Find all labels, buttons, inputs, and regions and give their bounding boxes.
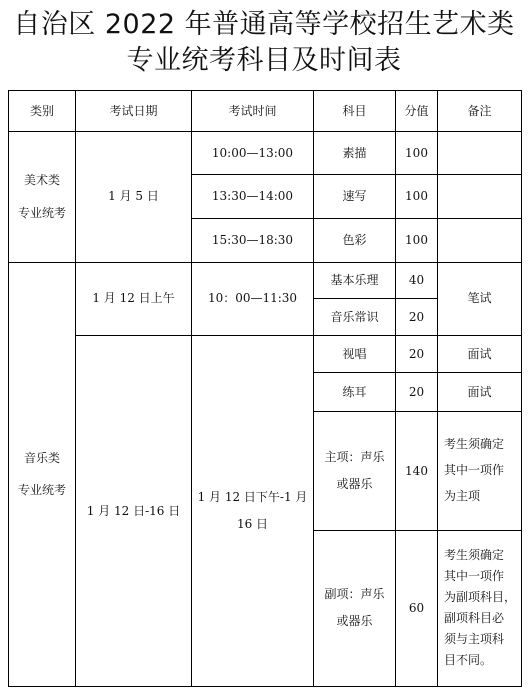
music-major-subject-cell xyxy=(314,411,396,530)
header-date: 考试日期 xyxy=(76,91,192,132)
music-date-range-cell: 1 月 12 日-16 日 xyxy=(76,335,192,686)
music-subject-cell: 练耳 xyxy=(314,373,396,412)
note-line: 目不同。 xyxy=(444,653,493,668)
music-note-cell: 面试 xyxy=(438,373,522,412)
music-minor-note-cell xyxy=(438,530,522,686)
music-time-range-line1: 1 月 12 日下午-1 月 xyxy=(197,489,308,504)
exam-schedule-table xyxy=(8,90,522,687)
note-line: 副项科目必 xyxy=(444,611,505,626)
music-major-subject-line2: 或器乐 xyxy=(336,476,373,491)
art-score-cell: 100 xyxy=(396,131,438,175)
art-time-cell: 10:00—13:00 xyxy=(192,131,314,175)
music-category-line2: 专业统考 xyxy=(17,483,66,498)
art-note-cell xyxy=(438,131,522,175)
music-time-range-line2: 16 日 xyxy=(236,516,269,531)
note-line: 其中一项作 xyxy=(444,462,505,477)
music-category-line1: 音乐类 xyxy=(23,450,60,465)
music-time-am-cell: 10：00—11:30 xyxy=(192,262,314,335)
music-major-note-cell xyxy=(438,411,522,530)
page-title-line1: 自治区 2022 年普通高等学校招生艺术类 xyxy=(13,9,515,40)
art-score-cell: 100 xyxy=(396,218,438,262)
header-subject: 科目 xyxy=(314,91,396,132)
art-time-cell: 13:30—14:00 xyxy=(192,175,314,219)
music-subject-cell: 基本乐理 xyxy=(314,262,396,299)
music-score-cell: 20 xyxy=(396,299,438,336)
note-line: 为副项科目， xyxy=(444,590,517,605)
header-note: 备注 xyxy=(438,91,522,132)
table-row xyxy=(9,262,522,299)
note-line: 须与主项科 xyxy=(444,632,505,647)
music-minor-subject-line1: 副项：声乐 xyxy=(324,587,385,602)
art-note-cell xyxy=(438,218,522,262)
note-line: 为主项 xyxy=(444,488,481,503)
music-date-am-cell: 1 月 12 日上午 xyxy=(76,262,192,335)
header-row xyxy=(9,91,522,132)
art-date-cell: 1 月 5 日 xyxy=(76,131,192,262)
music-major-score-cell: 140 xyxy=(396,411,438,530)
art-category-line2: 专业统考 xyxy=(17,205,66,220)
art-subject-cell: 速写 xyxy=(314,175,396,219)
music-subject-cell: 视唱 xyxy=(314,335,396,373)
music-minor-subject-line2: 或器乐 xyxy=(336,614,373,629)
music-note-written: 笔试 xyxy=(438,262,522,335)
music-score-cell: 40 xyxy=(396,262,438,299)
table-row xyxy=(9,335,522,373)
note-line: 其中一项作 xyxy=(444,569,505,584)
art-category-cell xyxy=(9,131,76,262)
music-time-range-cell xyxy=(192,335,314,686)
page-title-line2: 专业统考科目及时间表 xyxy=(126,45,402,76)
music-score-cell: 20 xyxy=(396,335,438,373)
music-category-cell xyxy=(9,262,76,686)
art-subject-cell: 素描 xyxy=(314,131,396,175)
music-minor-subject-cell xyxy=(314,530,396,686)
art-category-line1: 美术类 xyxy=(23,173,60,188)
art-note-cell xyxy=(438,175,522,219)
note-line: 考生须确定 xyxy=(444,437,505,451)
music-major-subject-line1: 主项：声乐 xyxy=(324,449,385,464)
art-time-cell: 15:30—18:30 xyxy=(192,218,314,262)
music-score-cell: 20 xyxy=(396,373,438,412)
header-score: 分值 xyxy=(396,91,438,132)
table-row xyxy=(9,131,522,175)
header-time: 考试时间 xyxy=(192,91,314,132)
note-line: 考生须确定 xyxy=(444,548,505,563)
music-subject-cell: 音乐常识 xyxy=(314,299,396,336)
art-score-cell: 100 xyxy=(396,175,438,219)
art-subject-cell: 色彩 xyxy=(314,218,396,262)
music-note-cell: 面试 xyxy=(438,335,522,373)
header-category: 类别 xyxy=(9,91,76,132)
music-minor-score-cell: 60 xyxy=(396,530,438,686)
